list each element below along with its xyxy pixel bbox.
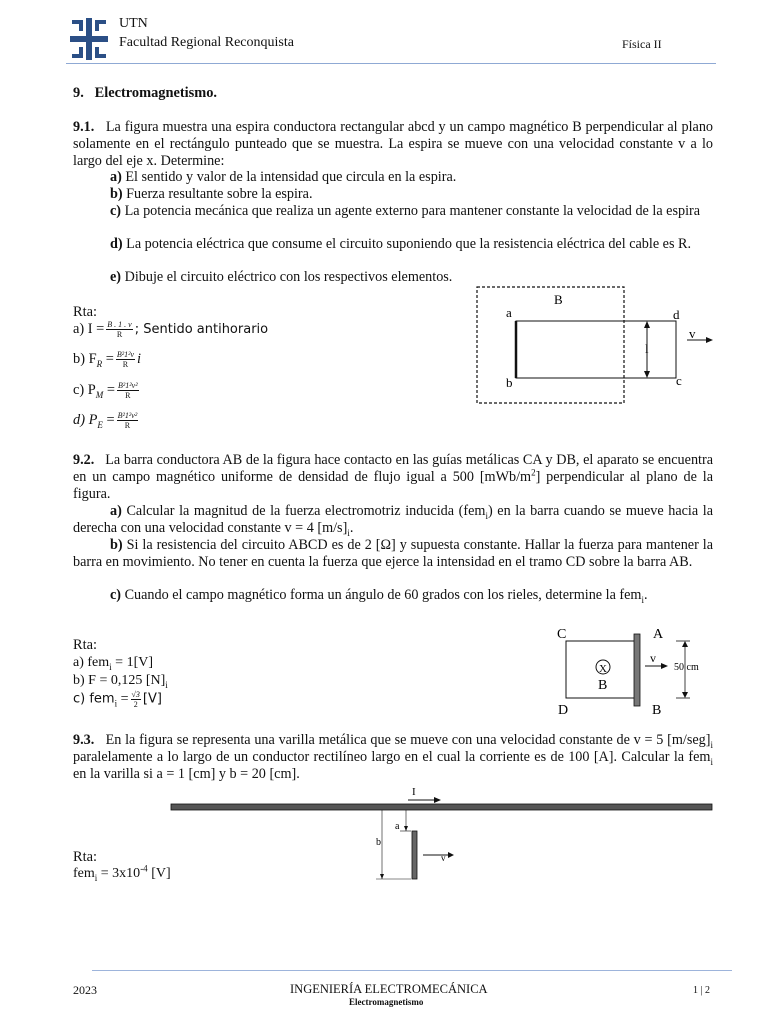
label-v: v xyxy=(689,326,696,341)
label-50cm: 50 cm xyxy=(674,662,699,673)
conducting-bar xyxy=(634,634,640,706)
label-X: X xyxy=(599,663,607,675)
problem-9-1-number: 9.1. xyxy=(73,119,95,135)
problem-9-2-item-b: b) Si la resistencia del circuito ABCD es de 2 [Ω] y supuesta constante. Hallar la fuerza para mantener la barra en movimiento. No tener en cuenta la fuerza que ejerce la intensidad en el tramo CD sobre la barra AB. xyxy=(73,537,714,570)
label-b: b xyxy=(376,837,381,848)
problem-9-3-number: 9.3. xyxy=(73,732,95,748)
label-B-field: B xyxy=(598,678,608,693)
problem-9-2-answer-b: b) F = 0,125 $[N]_i$ xyxy=(73,673,168,690)
footer-chapter: Electromagnetismo xyxy=(349,997,424,1007)
problem-9-2-number: 9.2. xyxy=(73,452,95,468)
label-I: I xyxy=(412,786,416,798)
label-c: c xyxy=(676,373,682,388)
problem-9-2-rta-label: Rta: xyxy=(73,637,97,653)
problem-9-1-item-b xyxy=(110,186,713,203)
footer-program: INGENIERÍA ELECTROMECÁNICA xyxy=(290,982,488,996)
figure-9-1 xyxy=(470,283,720,408)
item-c-text: La potencia mecánica que realiza un agente externo para mantener constante la velocidad de la espira xyxy=(124,203,701,219)
problem-9-2-item-a: a) Calcular la magnitud de la fuerza electromotriz inducida (fem$_i$) en la barra cuando se mueve hacia la derecha con una velocidad constante v = 4 $[m/s]_i$. xyxy=(73,503,714,538)
fraction: $\frac{\text{B²1²v}}{R}$ xyxy=(116,350,135,370)
problem-9-1-item-c xyxy=(73,203,713,220)
label-D: D xyxy=(558,703,569,718)
item-a-key: a) xyxy=(110,169,122,185)
fraction: $\frac{B . 1 . v}{R}$ xyxy=(107,320,132,340)
problem-9-2-answer-c: c) fem$_i$ = $\frac{√3}{2}$ [V] xyxy=(73,690,162,709)
problem-9-1-answer-b: b) $F_R$ = $\frac{\text{B²1²v}}{R}$ i xyxy=(73,350,142,370)
label-a: a xyxy=(395,821,400,832)
label-B: B xyxy=(554,292,563,307)
label-v: v xyxy=(441,853,446,863)
section-title xyxy=(73,85,217,102)
label-v: v xyxy=(650,651,656,665)
item-e-key: e) xyxy=(110,269,122,285)
item-b-text: Fuerza resultante sobre la espira. xyxy=(126,186,313,202)
item-e-text: Dibuje el circuito eléctrico con los respectivos elementos. xyxy=(124,269,453,285)
problem-9-3-answer: $fem_i = 3x10^{-4}$ [V] xyxy=(73,863,171,883)
figure-9-3 xyxy=(170,783,715,883)
header-rule xyxy=(66,63,716,64)
footer-year: 2023 xyxy=(73,983,97,997)
label-a: a xyxy=(506,305,512,320)
problem-9-2-item-c: c) Cuando el campo magnético forma un ángulo de 60 grados con los rieles, determine la fem$_i$. xyxy=(110,587,648,605)
figure-9-2 xyxy=(548,622,723,722)
fraction: $\frac{√3}{2}$ xyxy=(131,690,140,709)
moving-rod xyxy=(412,831,417,879)
problem-9-3-rta-label: Rta: xyxy=(73,849,97,865)
long-conductor xyxy=(171,804,712,810)
item-b-key: b) xyxy=(110,186,123,202)
fraction: $\frac{\text{B²1²v²}}{R}$ xyxy=(117,411,138,431)
label-C: C xyxy=(557,627,567,642)
item-a-text: El sentido y valor de la intensidad que circula en la espira. xyxy=(125,169,457,185)
label-l: l xyxy=(645,341,649,356)
item-d-text: La potencia eléctrica que consume el circuito suponiendo que la resistencia eléctrica del cable es R. xyxy=(126,236,692,252)
problem-9-1-answer-d: d) $P_E$ = $\frac{\text{B²1²v²}}{R}$ xyxy=(73,411,138,431)
header-faculty: Facultad Regional Reconquista xyxy=(119,35,294,50)
conductive-loop xyxy=(516,321,676,378)
problem-9-2-intro: 9.2. La barra conductora AB de la figura hace contacto en las guías metálicas CA y DB, el aparato se encuentra en un campo magnético uniforme de densidad de flujo igual a 500 $[mWb/m^2]$ perpendicular al plano de la figura. xyxy=(73,452,714,502)
problem-9-1-intro xyxy=(73,119,713,169)
fraction: $\frac{\text{B²1²v²}}{R}$ xyxy=(118,381,138,401)
magnetic-field-region xyxy=(477,287,624,403)
section-number: 9. xyxy=(73,85,84,101)
item-d-key: d) xyxy=(110,236,123,252)
footer-rule xyxy=(92,970,732,971)
footer-page: 1 | 2 xyxy=(693,985,711,996)
problem-9-1-answer-a: a) I = $\frac{B . 1 . v}{R}$ ; Sentido antihorario xyxy=(73,320,269,340)
label-b: b xyxy=(506,375,513,390)
section-title-text: Electromagnetismo. xyxy=(94,85,218,101)
problem-9-1-answer-c: c) $P_M$ = $\frac{\text{B²1²v²}}{R}$ xyxy=(73,381,138,401)
item-c-key: c) xyxy=(110,203,122,219)
problem-9-1-item-d xyxy=(110,236,713,253)
problem-9-2-answer-a: a) fem$_i$ = 1[V] xyxy=(73,655,154,672)
label-A: A xyxy=(653,627,664,642)
label-d: d xyxy=(673,307,680,322)
label-B-bar: B xyxy=(652,703,662,718)
header-subject: Física II xyxy=(622,37,662,51)
header-org: UTN xyxy=(119,16,148,31)
problem-9-1-rta-label: Rta: xyxy=(73,304,97,320)
utn-logo xyxy=(70,18,108,60)
problem-9-1-item-a xyxy=(110,169,713,186)
problem-9-1-text: La figura muestra una espira conductora rectangular abcd y un campo magnético B perpendicular al plano solamente en el rectángulo punteado que se muestra. La espira se mueve con una velocidad constante v a lo largo del eje x. Determine: xyxy=(73,119,714,169)
problem-9-3-intro: 9.3. En la figura se representa una varilla metálica que se mueve con una velocidad constante de v = 5 $[m/seg]_i$ paralelamente a lo largo de un conductor rectilíneo largo en el cual la corriente es de 100 [A]. Calcular la fem$_i$ en la varilla si a = 1 [cm] y b = 20 [cm]. xyxy=(73,732,713,782)
